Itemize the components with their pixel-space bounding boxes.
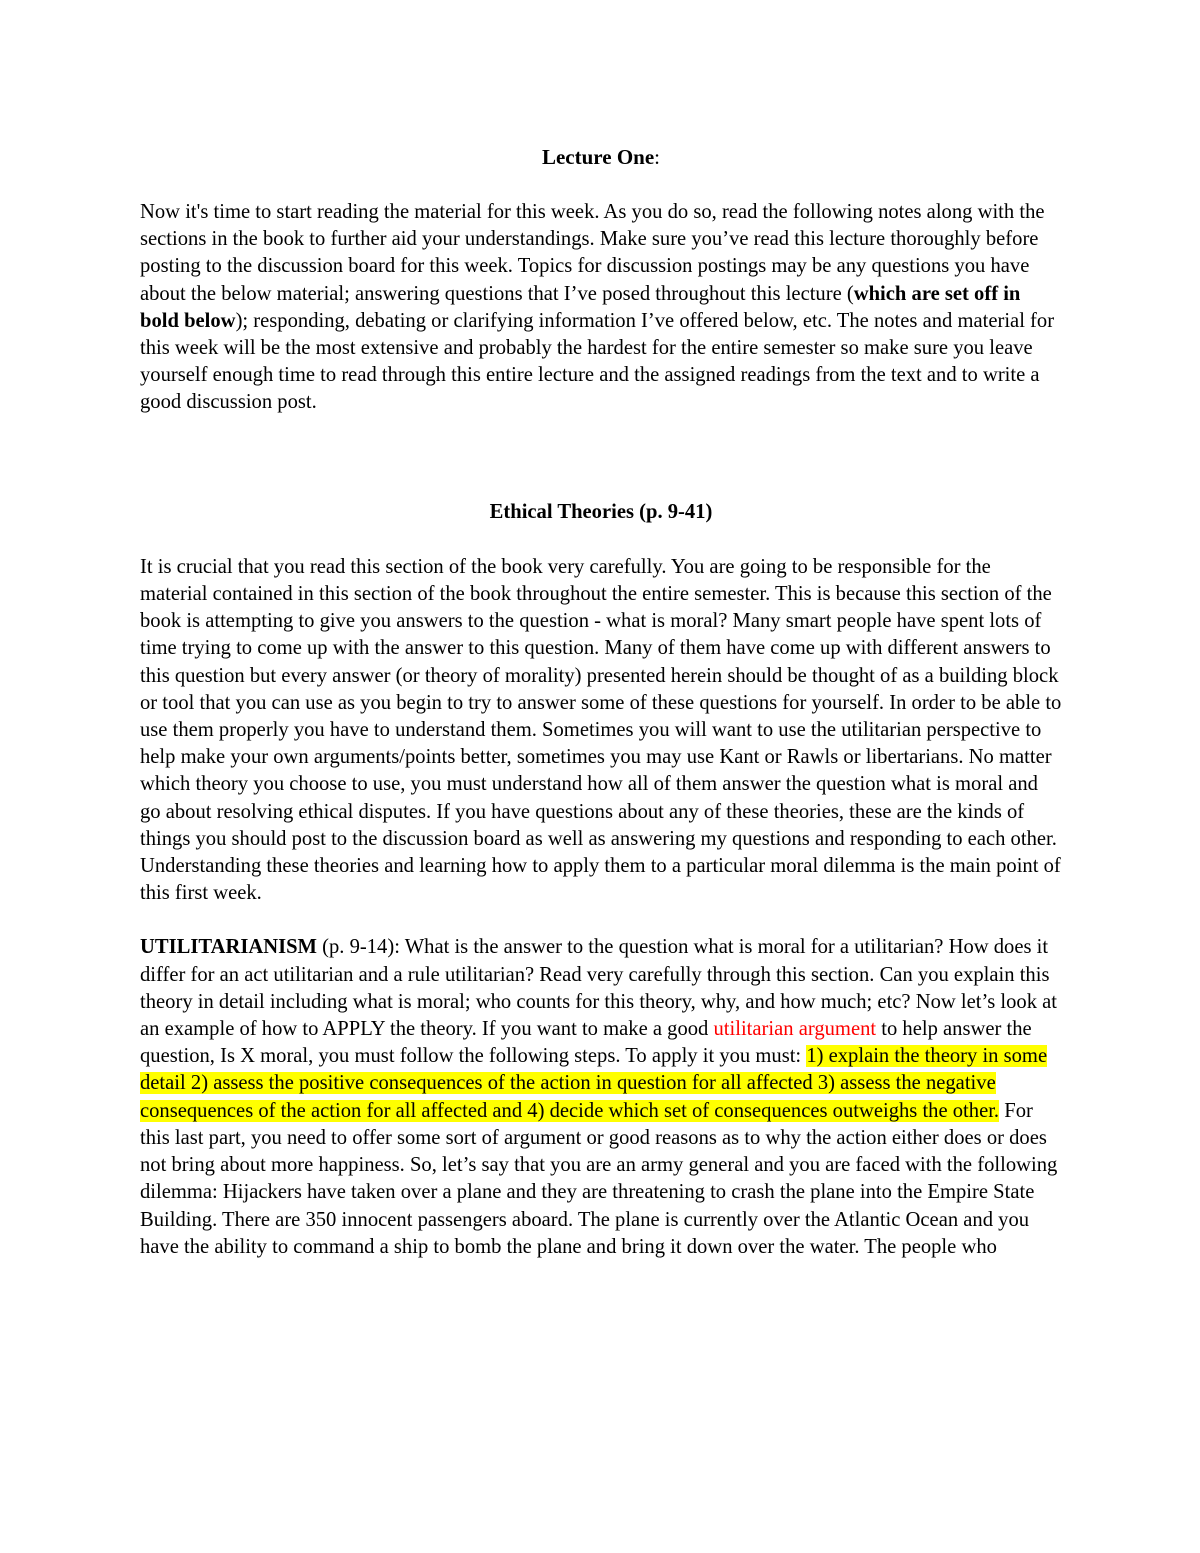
title-colon: : [654,145,660,169]
intro-text-2: ); responding, debating or clarifying information I’ve offered below, etc. The notes and material for this week will be the most extensive and probably the hardest for the entire semester so make sure you leave yourself enough time to read through this entire lecture and the assigned readings from the text and to write a good discussion post. [140,309,1055,414]
intro-paragraph [140,199,1062,417]
section-paragraph: It is crucial that you read this section of the book very carefully. You are going to be responsible for the material contained in this section of the book throughout the entire semester. This is because this section of the book is attempting to give you answers to the question - what is moral? Many smart people have spent lots of time trying to come up with the answer to this question. Many of them have come up with different answers to this question but every answer (or theory of morality) presented herein should be thought of as a building block or tool that you can use as you begin to try to answer some of these questions for yourself. In order to be able to use them properly you have to understand them. Sometimes you will want to use the utilitarian perspective to help make your own arguments/points better, sometimes you may use Kant or Rawls or libertarians. No matter which theory you choose to use, you must understand how all of them answer the question what is moral and go about resolving ethical disputes. If you have questions about any of these theories, these are the kinds of things you should post to the discussion board as well as answering my questions and responding to each other. Understanding these theories and learning how to apply them to a particular moral dilemma is the main point of this first week. [140,555,1062,905]
utilitarian-argument-red-text: utilitarian argument [713,1018,877,1041]
utilitarianism-text-2: to help answer the question, Is X moral, you must follow the following steps. To apply it you must: [140,1018,1032,1068]
document-body [140,144,1062,1261]
utilitarianism-term: UTILITARIANISM [140,936,317,959]
highlighted-steps: 1) explain the theory in some detail 2) assess the positive consequences of the action in question for all affected 3) assess the negative consequences of the action for all affected and 4) decide which set of consequences outweighs the other. [140,1045,1048,1122]
utilitarianism-text-1: (p. 9-14): What is the answer to the question what is moral for a utilitarian? How does it differ for an act utilitarian and a rule utilitarian? Read very carefully through this section. Can you explain this theory in detail including what is moral; who counts for this theory, why, and how much; etc? Now let’s look at an example of how to APPLY the theory. If you want to make a good [140,936,1058,1041]
utilitarianism-paragraph [140,934,1062,1260]
intro-text-1: Now it's time to start reading the material for this week. As you do so, read the following notes along with the sections in the book to further aid your understandings. Make sure you’ve read this lecture thoroughly before posting to the discussion board for this week. Topics for discussion postings may be any questions you have about the below material; answering questions that I’ve posed throughout this lecture ( [140,201,1045,305]
section-heading: Ethical Theories (p. 9-41) [489,500,713,523]
utilitarianism-text-3: For this last part, you need to offer some sort of argument or good reasons as to why the action either does or does not bring about more happiness. So, let’s say that you are an army general and you are faced with the following dilemma: Hijackers have taken over a plane and they are threatening to crash the plane into the Empire State Building. There are 350 innocent passengers aboard. The plane is currently over the Atlantic Ocean and you have the ability to command a ship to bomb the plane and bring it down over the water. The people who [140,1099,1058,1258]
page-title [140,144,1062,171]
intro-bold-text: which are set off in bold below [140,282,1021,332]
title-text: Lecture One [541,145,655,169]
